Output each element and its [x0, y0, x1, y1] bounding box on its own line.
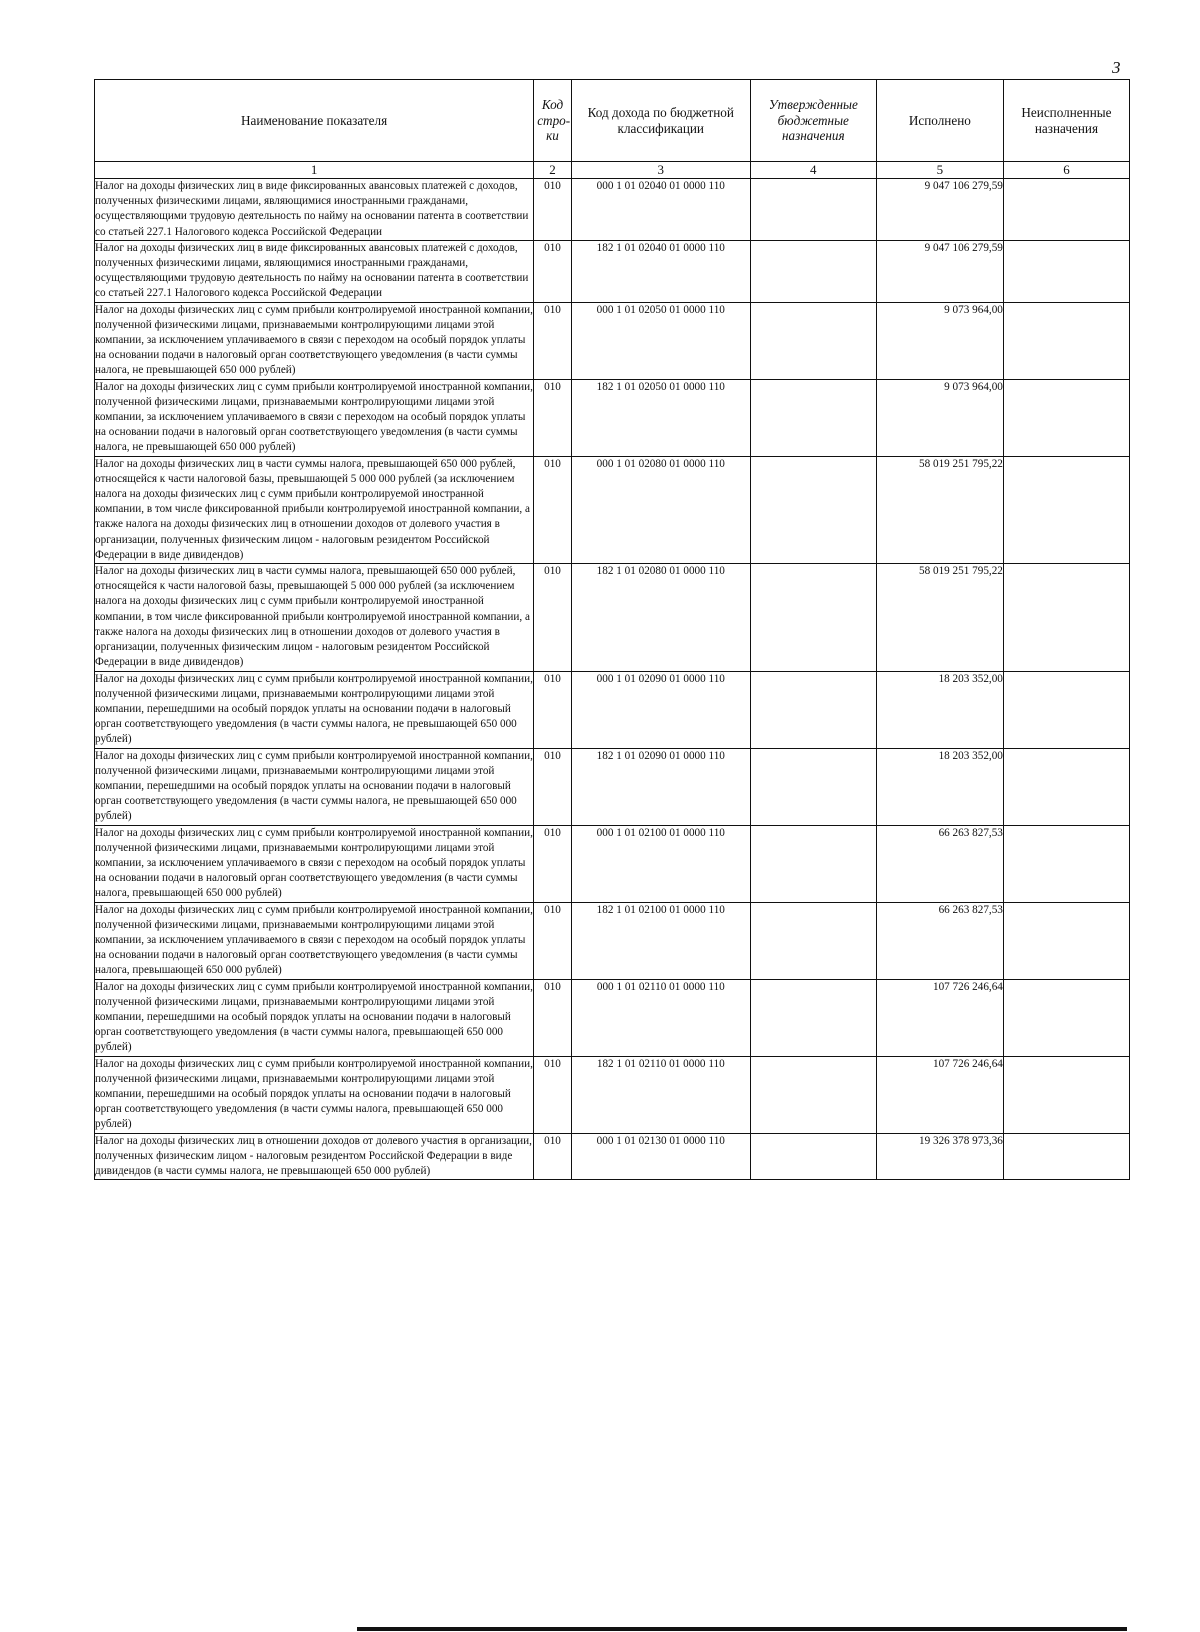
table-row: [95, 1133, 1130, 1180]
income-code-cell: 182 1 01 02100 01 0000 110: [571, 902, 750, 979]
income-code-cell: 000 1 01 02090 01 0000 110: [571, 671, 750, 748]
header-indicator-name: Наименование показателя: [95, 80, 534, 162]
unexecuted-cell: [1003, 671, 1129, 748]
approved-cell: [750, 825, 876, 902]
indicator-name-cell: Налог на доходы физических лиц с сумм прибыли контролируемой иностранной компании, полученной физическими лицами, признаваемыми контролирующими лицами этой компании, за исключением уплачиваемого в связи с переходом на особый порядок уплаты на основании подачи в налоговый орган соответствующего уведомления (в части суммы налога, не превышающей 650 000 рублей): [95, 379, 534, 456]
column-number: 5: [876, 162, 1003, 179]
table-row: [95, 302, 1130, 379]
column-number: 3: [571, 162, 750, 179]
line-code-cell: 010: [534, 564, 572, 671]
unexecuted-cell: [1003, 179, 1129, 241]
header-unexecuted: Неисполненные назначения: [1003, 80, 1129, 162]
approved-cell: [750, 979, 876, 1056]
table-row: [95, 240, 1130, 302]
indicator-name-cell: Налог на доходы физических лиц в отношении доходов от долевого участия в организации, полученных физическим лицом - налоговым резидентом Российской Федерации в виде дивидендов (в части суммы налога, не превышающей 650 000 рублей): [95, 1133, 534, 1180]
table-row: [95, 564, 1130, 671]
income-code-cell: 182 1 01 02110 01 0000 110: [571, 1056, 750, 1133]
line-code-cell: 010: [534, 302, 572, 379]
indicator-name-cell: Налог на доходы физических лиц с сумм прибыли контролируемой иностранной компании, полученной физическими лицами, признаваемыми контролирующими лицами этой компании, за исключением уплачиваемого в связи с переходом на особый порядок уплаты на основании подачи в налоговый орган соответствующего уведомления (в части суммы налога, превышающей 650 000 рублей): [95, 902, 534, 979]
header-executed: Исполнено: [876, 80, 1003, 162]
income-code-cell: 000 1 01 02080 01 0000 110: [571, 456, 750, 563]
table-body: [95, 179, 1130, 1180]
table-row: [95, 671, 1130, 748]
approved-cell: [750, 302, 876, 379]
line-code-cell: 010: [534, 240, 572, 302]
executed-cell: 9 073 964,00: [876, 379, 1003, 456]
income-code-cell: 000 1 01 02110 01 0000 110: [571, 979, 750, 1056]
income-code-cell: 000 1 01 02050 01 0000 110: [571, 302, 750, 379]
executed-cell: 9 047 106 279,59: [876, 240, 1003, 302]
unexecuted-cell: [1003, 456, 1129, 563]
executed-cell: 9 073 964,00: [876, 302, 1003, 379]
executed-cell: 9 047 106 279,59: [876, 179, 1003, 241]
header-line-code: Код стро- ки: [534, 80, 572, 162]
unexecuted-cell: [1003, 825, 1129, 902]
unexecuted-cell: [1003, 1133, 1129, 1180]
approved-cell: [750, 902, 876, 979]
unexecuted-cell: [1003, 748, 1129, 825]
unexecuted-cell: [1003, 902, 1129, 979]
table-row: [95, 379, 1130, 456]
table-row: [95, 1056, 1130, 1133]
table-row: [95, 179, 1130, 241]
approved-cell: [750, 379, 876, 456]
approved-cell: [750, 240, 876, 302]
indicator-name-cell: Налог на доходы физических лиц с сумм прибыли контролируемой иностранной компании, полученной физическими лицами, признаваемыми контролирующими лицами этой компании, перешедшими на особый порядок уплаты на основании подачи в налоговый орган соответствующего уведомления (в части суммы налога, превышающей 650 000 рублей): [95, 979, 534, 1056]
approved-cell: [750, 671, 876, 748]
indicator-name-cell: Налог на доходы физических лиц с сумм прибыли контролируемой иностранной компании, полученной физическими лицами, признаваемыми контролирующими лицами этой компании, за исключением уплачиваемого в связи с переходом на особый порядок уплаты на основании подачи в налоговый орган соответствующего уведомления (в части суммы налога, не превышающей 650 000 рублей): [95, 302, 534, 379]
executed-cell: 66 263 827,53: [876, 825, 1003, 902]
line-code-cell: 010: [534, 1133, 572, 1180]
line-code-cell: 010: [534, 179, 572, 241]
column-number: 4: [750, 162, 876, 179]
indicator-name-cell: Налог на доходы физических лиц в части суммы налога, превышающей 650 000 рублей, относящейся к части налоговой базы, превышающей 5 000 000 рублей (за исключением налога на доходы физических лиц с сумм прибыли контролируемой иностранной компании, в том числе фиксированной прибыли контролируемой иностранной компании, а также налога на доходы физических лиц в отношении доходов от долевого участия в организации, полученных физическим лицом - налоговым резидентом Российской Федерации в виде дивидендов): [95, 456, 534, 563]
budget-execution-table: [94, 79, 1130, 1180]
bottom-rule: [357, 1627, 1127, 1631]
income-code-cell: 182 1 01 02090 01 0000 110: [571, 748, 750, 825]
unexecuted-cell: [1003, 240, 1129, 302]
page-number: 3: [1112, 58, 1121, 77]
approved-cell: [750, 564, 876, 671]
unexecuted-cell: [1003, 564, 1129, 671]
indicator-name-cell: Налог на доходы физических лиц с сумм прибыли контролируемой иностранной компании, полученной физическими лицами, признаваемыми контролирующими лицами этой компании, за исключением уплачиваемого в связи с переходом на особый порядок уплаты на основании подачи в налоговый орган соответствующего уведомления (в части суммы налога, превышающей 650 000 рублей): [95, 825, 534, 902]
line-code-cell: 010: [534, 748, 572, 825]
column-number: 2: [534, 162, 572, 179]
indicator-name-cell: Налог на доходы физических лиц в виде фиксированных авансовых платежей с доходов, полученных физическими лицами, являющимися иностранными гражданами, осуществляющими трудовую деятельность по найму на основании патента в соответствии со статьей 227.1 Налогового кодекса Российской Федерации: [95, 240, 534, 302]
indicator-name-cell: Налог на доходы физических лиц в части суммы налога, превышающей 650 000 рублей, относящейся к части налоговой базы, превышающей 5 000 000 рублей (за исключением налога на доходы физических лиц с сумм прибыли контролируемой иностранной компании, в том числе фиксированной прибыли контролируемой иностранной компании, а также налога на доходы физических лиц в отношении доходов от долевого участия в организации, полученных физическим лицом - налоговым резидентом Российской Федерации в виде дивидендов): [95, 564, 534, 671]
line-code-cell: 010: [534, 825, 572, 902]
unexecuted-cell: [1003, 379, 1129, 456]
table-row: [95, 456, 1130, 563]
table-row: [95, 748, 1130, 825]
income-code-cell: 000 1 01 02130 01 0000 110: [571, 1133, 750, 1180]
unexecuted-cell: [1003, 1056, 1129, 1133]
column-number: 1: [95, 162, 534, 179]
line-code-cell: 010: [534, 379, 572, 456]
income-code-cell: 182 1 01 02050 01 0000 110: [571, 379, 750, 456]
line-code-cell: 010: [534, 1056, 572, 1133]
line-code-cell: 010: [534, 671, 572, 748]
table-row: [95, 825, 1130, 902]
income-code-cell: 000 1 01 02100 01 0000 110: [571, 825, 750, 902]
indicator-name-cell: Налог на доходы физических лиц в виде фиксированных авансовых платежей с доходов, полученных физическими лицами, являющимися иностранными гражданами, осуществляющими трудовую деятельность по найму на основании патента в соответствии со статьей 227.1 Налогового кодекса Российской Федерации: [95, 179, 534, 241]
income-code-cell: 000 1 01 02040 01 0000 110: [571, 179, 750, 241]
approved-cell: [750, 1133, 876, 1180]
table-row: [95, 979, 1130, 1056]
executed-cell: 107 726 246,64: [876, 1056, 1003, 1133]
line-code-cell: 010: [534, 456, 572, 563]
approved-cell: [750, 1056, 876, 1133]
line-code-cell: 010: [534, 979, 572, 1056]
table-row: [95, 902, 1130, 979]
column-number: 6: [1003, 162, 1129, 179]
header-approved: Утвержденные бюджетные назначения: [750, 80, 876, 162]
approved-cell: [750, 748, 876, 825]
line-code-cell: 010: [534, 902, 572, 979]
executed-cell: 18 203 352,00: [876, 671, 1003, 748]
executed-cell: 18 203 352,00: [876, 748, 1003, 825]
indicator-name-cell: Налог на доходы физических лиц с сумм прибыли контролируемой иностранной компании, полученной физическими лицами, признаваемыми контролирующими лицами этой компании, перешедшими на особый порядок уплаты на основании подачи в налоговый орган соответствующего уведомления (в части суммы налога, превышающей 650 000 рублей): [95, 1056, 534, 1133]
executed-cell: 107 726 246,64: [876, 979, 1003, 1056]
unexecuted-cell: [1003, 979, 1129, 1056]
income-code-cell: 182 1 01 02080 01 0000 110: [571, 564, 750, 671]
unexecuted-cell: [1003, 302, 1129, 379]
income-code-cell: 182 1 01 02040 01 0000 110: [571, 240, 750, 302]
approved-cell: [750, 179, 876, 241]
executed-cell: 58 019 251 795,22: [876, 456, 1003, 563]
header-row: [95, 80, 1130, 162]
executed-cell: 19 326 378 973,36: [876, 1133, 1003, 1180]
indicator-name-cell: Налог на доходы физических лиц с сумм прибыли контролируемой иностранной компании, полученной физическими лицами, признаваемыми контролирующими лицами этой компании, перешедшими на особый порядок уплаты на основании подачи в налоговый орган соответствующего уведомления (в части суммы налога, не превышающей 650 000 рублей): [95, 671, 534, 748]
executed-cell: 66 263 827,53: [876, 902, 1003, 979]
indicator-name-cell: Налог на доходы физических лиц с сумм прибыли контролируемой иностранной компании, полученной физическими лицами, признаваемыми контролирующими лицами этой компании, перешедшими на особый порядок уплаты на основании подачи в налоговый орган соответствующего уведомления (в части суммы налога, не превышающей 650 000 рублей): [95, 748, 534, 825]
header-income-code: Код дохода по бюджетной классификации: [571, 80, 750, 162]
column-number-row: [95, 162, 1130, 179]
executed-cell: 58 019 251 795,22: [876, 564, 1003, 671]
approved-cell: [750, 456, 876, 563]
